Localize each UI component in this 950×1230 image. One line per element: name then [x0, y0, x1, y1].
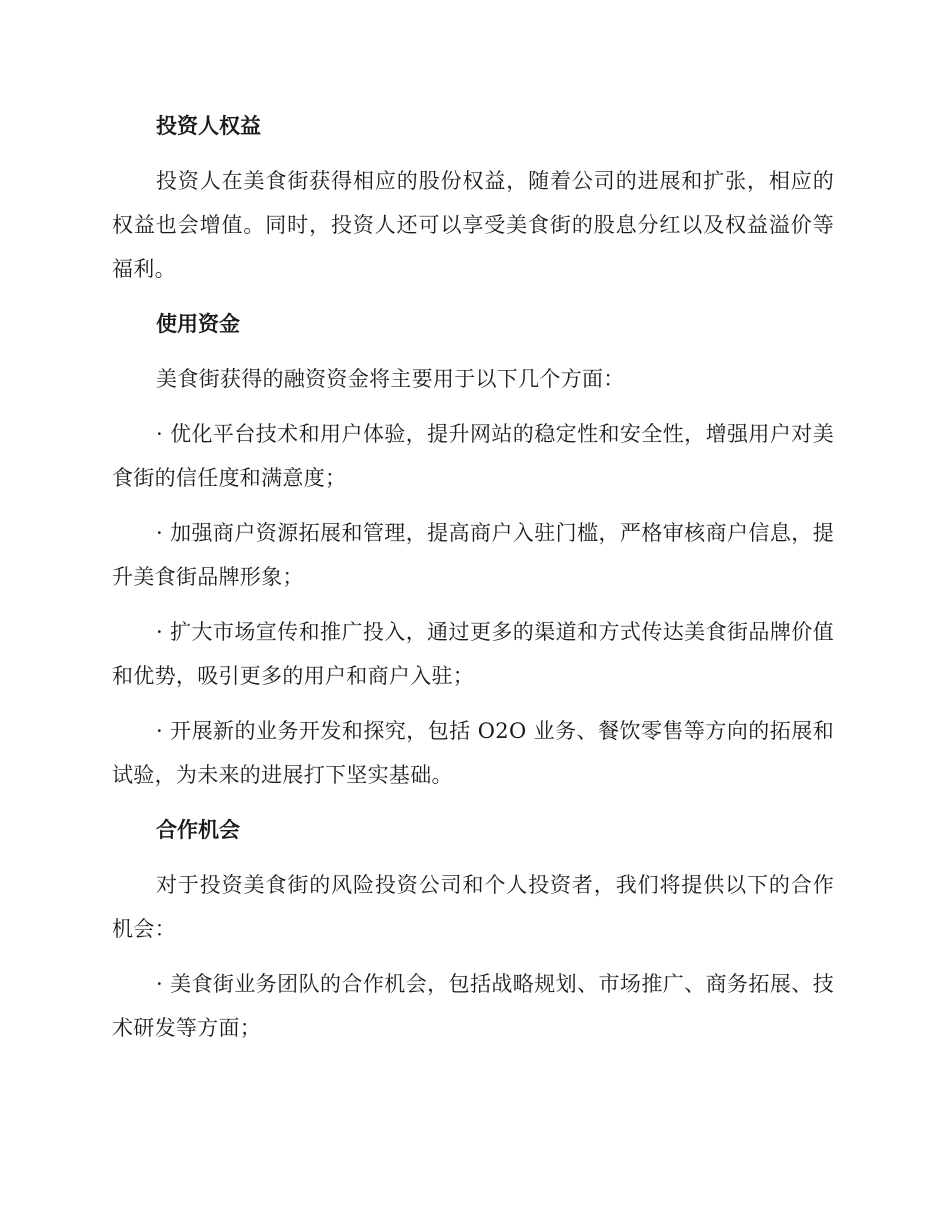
section-cooperation-opportunities — [112, 808, 834, 1050]
paragraph: 投资人在美食街获得相应的股份权益，随着公司的进展和扩张，相应的权益也会增值。同时，投资人还可以享受美食街的股息分红以及权益溢价等福利。 — [112, 169, 834, 281]
section-heading: 使用资金 — [156, 312, 240, 336]
document-page — [112, 104, 834, 1061]
section-investor-rights — [112, 104, 834, 291]
bullet-item: · 美食街业务团队的合作机会，包括战略规划、市场推广、商务拓展、技术研发等方面； — [112, 972, 834, 1040]
paragraph: 对于投资美食街的风险投资公司和个人投资者，我们将提供以下的合作机会： — [112, 873, 834, 941]
bullet-item: · 加强商户资源拓展和管理，提高商户入驻门槛，严格审核商户信息，提升美食街品牌形象； — [112, 521, 834, 589]
paragraph: 美食街获得的融资资金将主要用于以下几个方面： — [156, 367, 625, 391]
section-use-of-funds — [112, 302, 834, 797]
section-heading: 投资人权益 — [156, 114, 261, 138]
bullet-item: · 扩大市场宣传和推广投入，通过更多的渠道和方式传达美食街品牌价值和优势，吸引更多的用户和商户入驻； — [112, 620, 834, 688]
bullet-item: · 开展新的业务开发和探究，包括 O2O 业务、餐饮零售等方向的拓展和试验，为未来的进展打下坚实基础。 — [112, 719, 834, 787]
section-heading: 合作机会 — [156, 818, 240, 842]
bullet-item: · 优化平台技术和用户体验，提升网站的稳定性和安全性，增强用户对美食街的信任度和满意度； — [112, 422, 834, 490]
